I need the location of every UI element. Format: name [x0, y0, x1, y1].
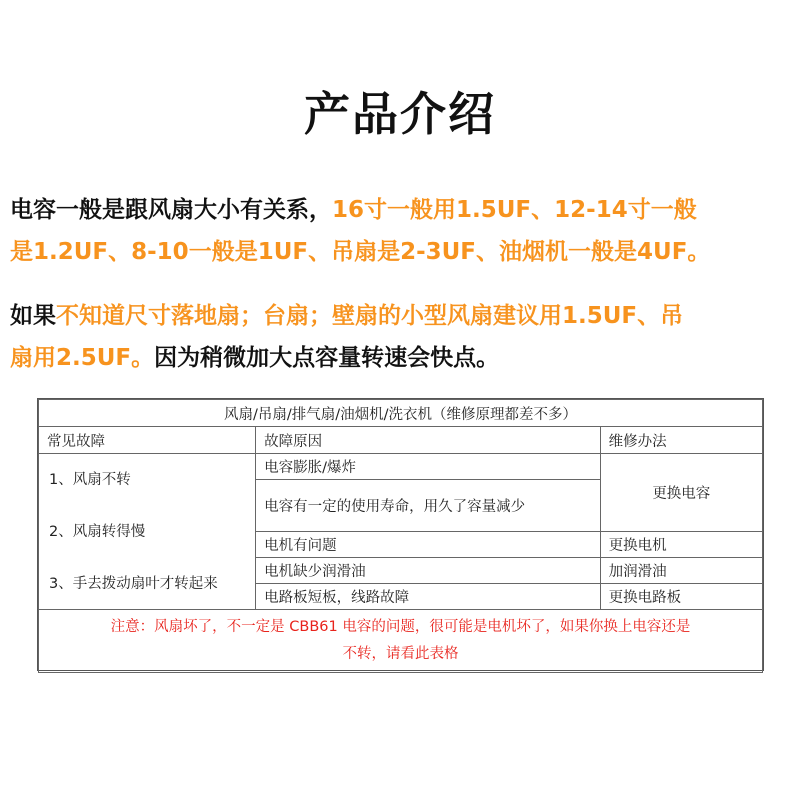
note-line-2: 不转，请看此表格	[342, 646, 459, 662]
fix-3: 加润滑油	[600, 558, 762, 584]
table-note	[39, 610, 763, 673]
fix-4: 更换电路板	[600, 584, 762, 610]
page-title: 产品介绍	[304, 87, 496, 141]
cause-2: 电容有一定的使用寿命，用久了容量减少	[256, 480, 601, 532]
symptoms-cell	[39, 454, 256, 610]
para2-highlight-line2: 扇用2.5UF。	[10, 345, 155, 371]
cause-1: 电容膨胀/爆炸	[256, 454, 601, 480]
column-header-symptom: 常见故障	[39, 427, 256, 454]
para1-text: 电容一般是跟风扇大小有关系，	[10, 197, 332, 223]
para2-text: 如果	[10, 303, 56, 329]
symptom-1: 1、风扇不转	[49, 471, 131, 488]
fix-2: 更换电机	[600, 532, 762, 558]
cause-5: 电路板短板，线路故障	[256, 584, 601, 610]
symptom-2: 2、风扇转得慢	[49, 523, 146, 540]
repair-table	[37, 398, 764, 671]
table-header: 风扇/吊扇/排气扇/油烟机/洗衣机（维修原理都差不多）	[39, 400, 763, 427]
column-header-cause: 故障原因	[256, 427, 601, 454]
para1-highlight-line2: 是1.2UF、8-10一般是1UF、吊扇是2-3UF、油烟机一般是4UF。	[10, 239, 711, 265]
capacitor-size-paragraph	[10, 189, 794, 273]
recommendation-paragraph	[10, 295, 794, 379]
cause-4: 电机缺少润滑油	[256, 558, 601, 584]
fix-1: 更换电容	[600, 454, 762, 532]
cause-3: 电机有问题	[256, 532, 601, 558]
para1-highlight: 16寸一般用1.5UF、12-14寸一般	[332, 197, 697, 223]
note-line-1: 注意：风扇坏了，不一定是 CBB61 电容的问题，很可能是电机坏了，如果你换上电容还是	[110, 619, 691, 635]
column-header-fix: 维修办法	[600, 427, 762, 454]
para2-text-line2: 因为稍微加大点容量转速会快点。	[154, 345, 500, 371]
para2-highlight: 不知道尺寸落地扇；台扇；壁扇的小型风扇建议用1.5UF、吊	[56, 303, 684, 329]
symptom-3: 3、手去拨动扇叶才转起来	[49, 575, 218, 592]
